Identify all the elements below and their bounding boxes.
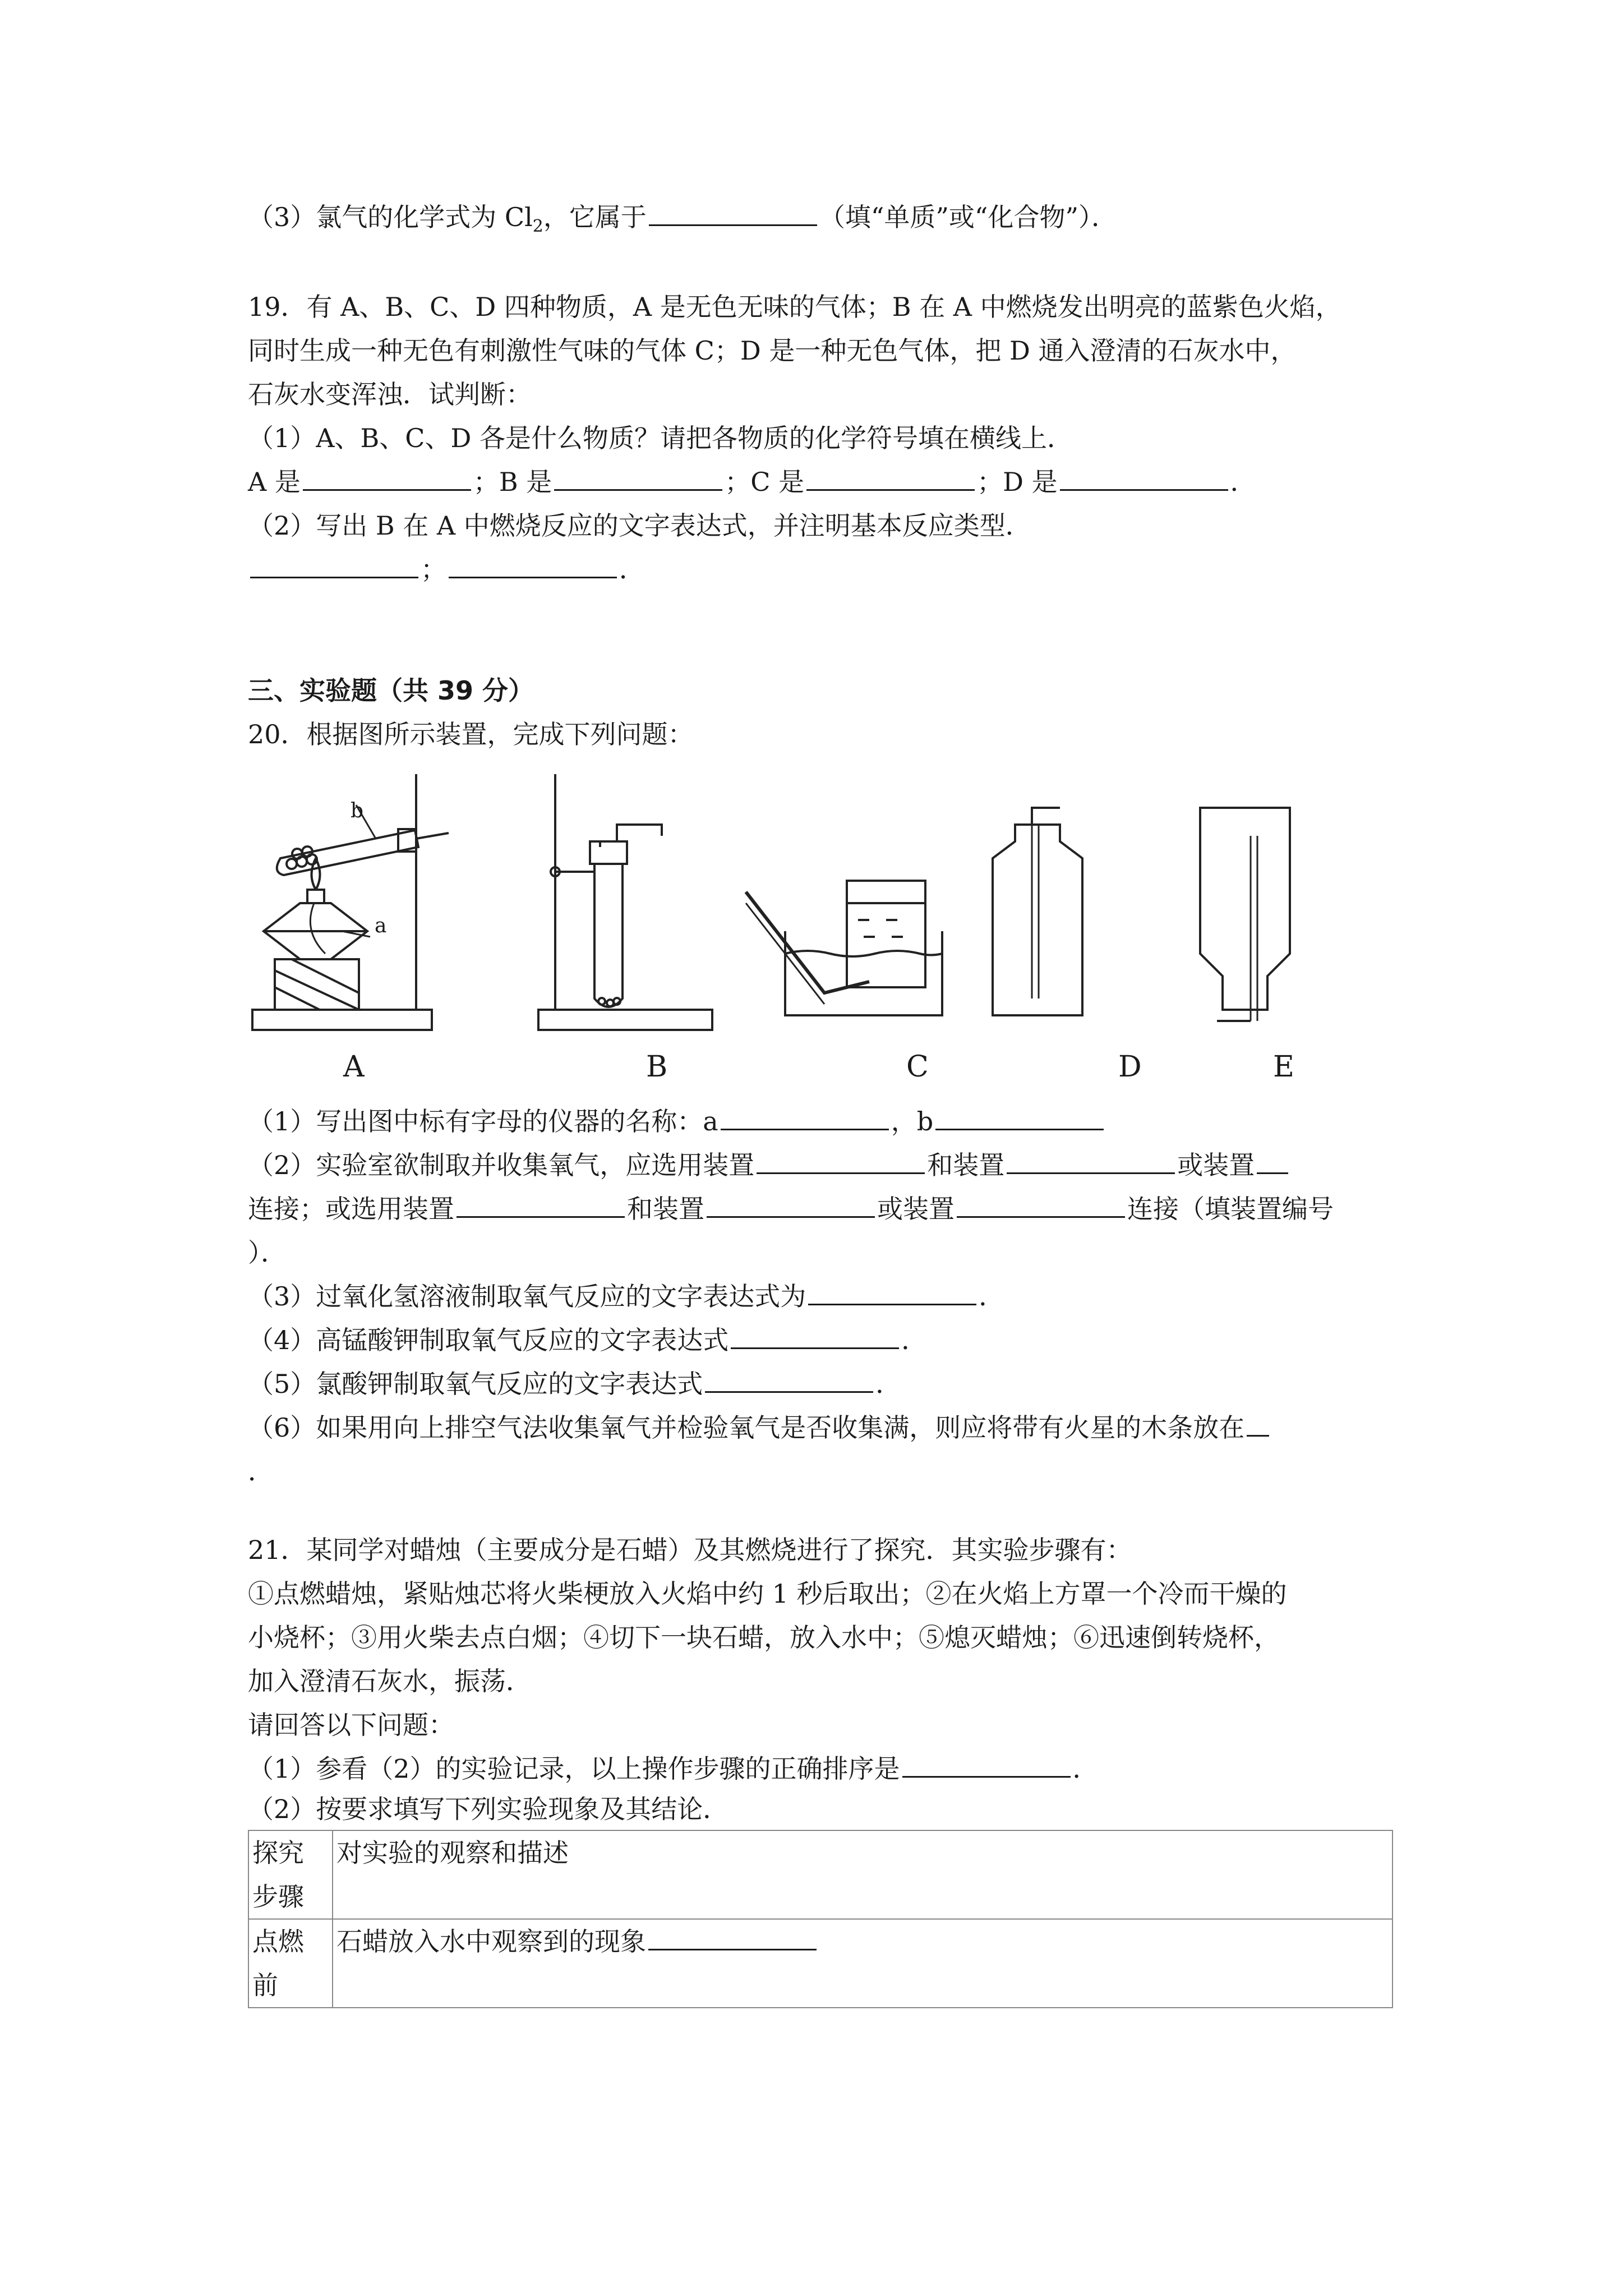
answer-blank-reaction-type[interactable] xyxy=(449,547,617,578)
apparatus-c-bottle xyxy=(847,881,925,987)
answer-blank[interactable] xyxy=(705,1362,873,1393)
answer-blank[interactable] xyxy=(902,1747,1071,1778)
answer-blank-a[interactable] xyxy=(303,460,471,491)
answer-blank[interactable] xyxy=(731,1318,899,1349)
answer-blank[interactable] xyxy=(649,195,817,226)
q20-stem: 20．根据图所示装置，完成下列问题： xyxy=(248,719,694,749)
q20-part5: （5）氯酸钾制取氧气反应的文字表达式 ． xyxy=(248,1362,1393,1406)
apparatus-d-bottle xyxy=(993,825,1082,1015)
answer-blank-b[interactable] xyxy=(554,460,722,491)
q20-part2-line3: ）． xyxy=(248,1237,287,1268)
figure-label-e: E xyxy=(1273,1050,1294,1084)
apparatus-a-block xyxy=(275,959,359,1010)
apparatus-figure xyxy=(247,763,1368,1088)
table-row xyxy=(248,1919,1393,2008)
apparatus-b-test-tube xyxy=(594,864,623,1007)
q20-part1: （1）写出图中标有字母的仪器的名称：a ，b xyxy=(248,1099,1393,1143)
q19-stem-line3: 石灰水变浑浊．试判断： xyxy=(248,379,532,409)
q21-part2: （2）按要求填写下列实验现象及其结论． xyxy=(248,1794,729,1824)
q20-part6: （6）如果用向上排空气法收集氧气并检验氧气是否收集满，则应将带有火星的木条放在 xyxy=(248,1406,1393,1450)
answer-blank[interactable] xyxy=(648,1920,817,1950)
label-b-instrument: b xyxy=(351,799,364,822)
experiment-table xyxy=(248,1830,1393,2008)
q20-part4: （4）高锰酸钾制取氧气反应的文字表达式 ． xyxy=(248,1318,1393,1362)
table-header-observation: 对实验的观察和描述 xyxy=(333,1830,1393,1919)
q19-part1: （1）A、B、C、D 各是什么物质？请把各物质的化学符号填在横线上． xyxy=(248,423,1073,453)
q21-stem-line1: 21．某同学对蜡烛（主要成分是石蜡）及其燃烧进行了探究．其实验步骤有： xyxy=(248,1535,1132,1565)
label-a-instrument: a xyxy=(375,914,387,937)
q19-part2-answers: ； ． xyxy=(248,547,1393,591)
q21-stem-line3: 小烧杯；③用火柴去点白烟；④切下一块石蜡，放入水中；⑤熄灭蜡烛；⑥迅速倒转烧杯， xyxy=(248,1622,1280,1653)
answer-blank[interactable] xyxy=(1257,1143,1288,1174)
answer-blank[interactable] xyxy=(707,1187,875,1218)
answer-blank-c[interactable] xyxy=(806,460,975,491)
answer-blank-d[interactable] xyxy=(1060,460,1228,491)
figure-label-c: C xyxy=(906,1050,929,1084)
figure-label-b: B xyxy=(646,1050,668,1084)
answer-blank-b[interactable] xyxy=(935,1099,1104,1130)
q19-stem-line1: 19．有 A、B、C、D 四种物质，A 是无色无味的气体；B 在 A 中燃烧发出明亮的蓝紫色火焰， xyxy=(248,292,1341,322)
apparatus-b-stand-base xyxy=(538,1010,712,1030)
q21-ask: 请回答以下问题： xyxy=(248,1710,454,1740)
figure-label-a: A xyxy=(343,1050,365,1084)
q19-part1-answers: A 是 ；B 是 ；C 是 ；D 是 ． xyxy=(248,460,1393,504)
answer-blank[interactable] xyxy=(757,1143,925,1174)
answer-blank[interactable] xyxy=(1247,1406,1269,1437)
table-header-step: 探究步骤 xyxy=(248,1830,333,1919)
answer-blank[interactable] xyxy=(957,1187,1125,1218)
section-heading: 三、实验题（共 39 分） xyxy=(248,675,534,706)
answer-blank-a[interactable] xyxy=(721,1099,889,1130)
q21-stem-line4: 加入澄清石灰水，振荡． xyxy=(248,1666,532,1696)
table-row xyxy=(248,1830,1393,1919)
q20-part2-line2: 连接；或选用装置 和装置 或装置 连接（填装置编号 xyxy=(248,1187,1393,1231)
q20-part3: （3）过氧化氢溶液制取氧气反应的文字表达式为 ． xyxy=(248,1274,1393,1318)
apparatus-a-stand-base xyxy=(252,1010,432,1030)
q19-stem-line2: 同时生成一种无色有刺激性气味的气体 C；D 是一种无色气体，把 D 通入澄清的石灰水中， xyxy=(248,335,1297,366)
q21-part1: （1）参看（2）的实验记录，以上操作步骤的正确排序是 ． xyxy=(248,1747,1393,1791)
q20-part2-line1: （2）实验室欲制取并收集氧气，应选用装置 和装置 或装置 xyxy=(248,1143,1393,1187)
answer-blank[interactable] xyxy=(1007,1143,1175,1174)
q20-part6-end: ． xyxy=(248,1456,274,1487)
q18-part3: （3）氯气的化学式为 $Cl_2$，它属于 （填“单质”或“化合物”）． xyxy=(248,195,1393,249)
q19-part2: （2）写出 B 在 A 中燃烧反应的文字表达式，并注明基本反应类型． xyxy=(248,510,1031,541)
table-cell-observation: 石蜡放入水中观察到的现象 xyxy=(333,1919,1393,2008)
figure-label-d: D xyxy=(1118,1050,1142,1084)
answer-blank-expression[interactable] xyxy=(250,547,418,578)
apparatus-e-bottle xyxy=(1200,808,1290,1010)
answer-blank[interactable] xyxy=(808,1274,976,1305)
answer-blank[interactable] xyxy=(457,1187,625,1218)
table-cell-before-lighting: 点燃前 xyxy=(248,1919,333,2008)
q21-stem-line2: ①点燃蜡烛，紧贴烛芯将火柴梗放入火焰中约 1 秒后取出；②在火焰上方罩一个冷而干燥的 xyxy=(248,1579,1287,1609)
